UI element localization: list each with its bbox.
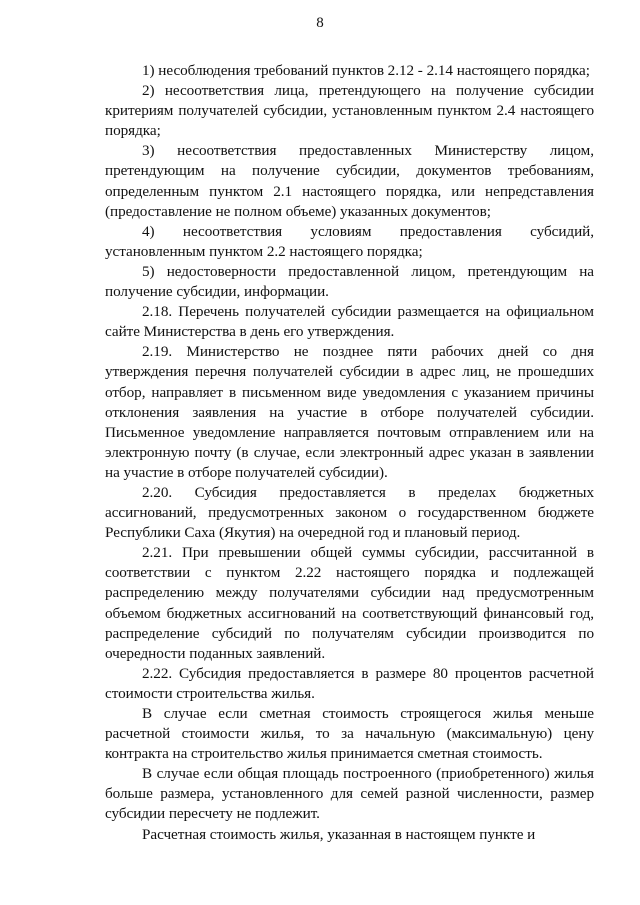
paragraph-total-area: В случае если общая площадь построенного (приобретенного) жилья больше размера, установленного для семей разной численности, размер субсидии пересчету не подлежит.	[105, 765, 594, 823]
paragraph-2-21: 2.21. При превышении общей суммы субсидии, рассчитанной в соответствии с пунктом 2.22 настоящего порядка и подлежащей распределению между получателями субсидии над предусмотренным объемом бюджетных ассигнований на соответствующий финансовый год, распределение субсидий по получателям субсидии производится по очередности поданных заявлений.	[105, 544, 594, 662]
paragraph-2-19: 2.19. Министерство не позднее пяти рабочих дней со дня утверждения перечня получателей субсидии в адрес лиц, не прошедших отбор, направляет в письменном виде уведомления с указанием причины отклонения заявления на участие в отборе получателей субсидии. Письменное уведомление направляется почтовым отправлением или на электронную почту (в случае, если электронный адрес указан в заявлении на участие в отборе получателей субсидии).	[105, 343, 594, 481]
page-number: 8	[316, 15, 324, 31]
paragraph-estimate-cost: В случае если сметная стоимость строящегося жилья меньше расчетной стоимости жилья, то за начальную (максимальную) цену контракта на строительство жилья принимается сметная стоимость.	[105, 705, 594, 763]
paragraph-item-5: 5) недостоверности предоставленной лицом, претендующим на получение субсидии, информации.	[105, 262, 594, 301]
paragraph-2-20: 2.20. Субсидия предоставляется в пределах бюджетных ассигнований, предусмотренных законом о государственном бюджете Республики Саха (Якутия) на очередной год и плановый период.	[105, 483, 594, 542]
document-body	[105, 61, 594, 845]
paragraph-item-2: 2) несоответствия лица, претендующего на получение субсидии критериям получателей субсидии, установленным пунктом 2.4 настоящего порядка;	[105, 82, 594, 140]
paragraph-2-18: 2.18. Перечень получателей субсидии размещается на официальном сайте Министерства в день его утверждения.	[105, 303, 594, 341]
paragraph-2-22: 2.22. Субсидия предоставляется в размере 80 процентов расчетной стоимости строительства жилья.	[105, 664, 594, 702]
paragraph-item-3: 3) несоответствия предоставленных Министерству лицом, претендующим на получение субсидии, документов требованиям, определенным пунктом 2.1 настоящего порядка, или непредставления (предоставление не полном объеме) указанных документов;	[105, 142, 594, 220]
paragraph-item-4: 4) несоответствия условиям предоставления субсидий, установленным пунктом 2.2 настоящего порядка;	[105, 222, 594, 260]
paragraph-estimated-cost-continued: Расчетная стоимость жилья, указанная в настоящем пункте и	[142, 825, 536, 843]
paragraph-item-1: 1) несоблюдения требований пунктов 2.12 - 2.14 настоящего порядка;	[142, 62, 590, 79]
